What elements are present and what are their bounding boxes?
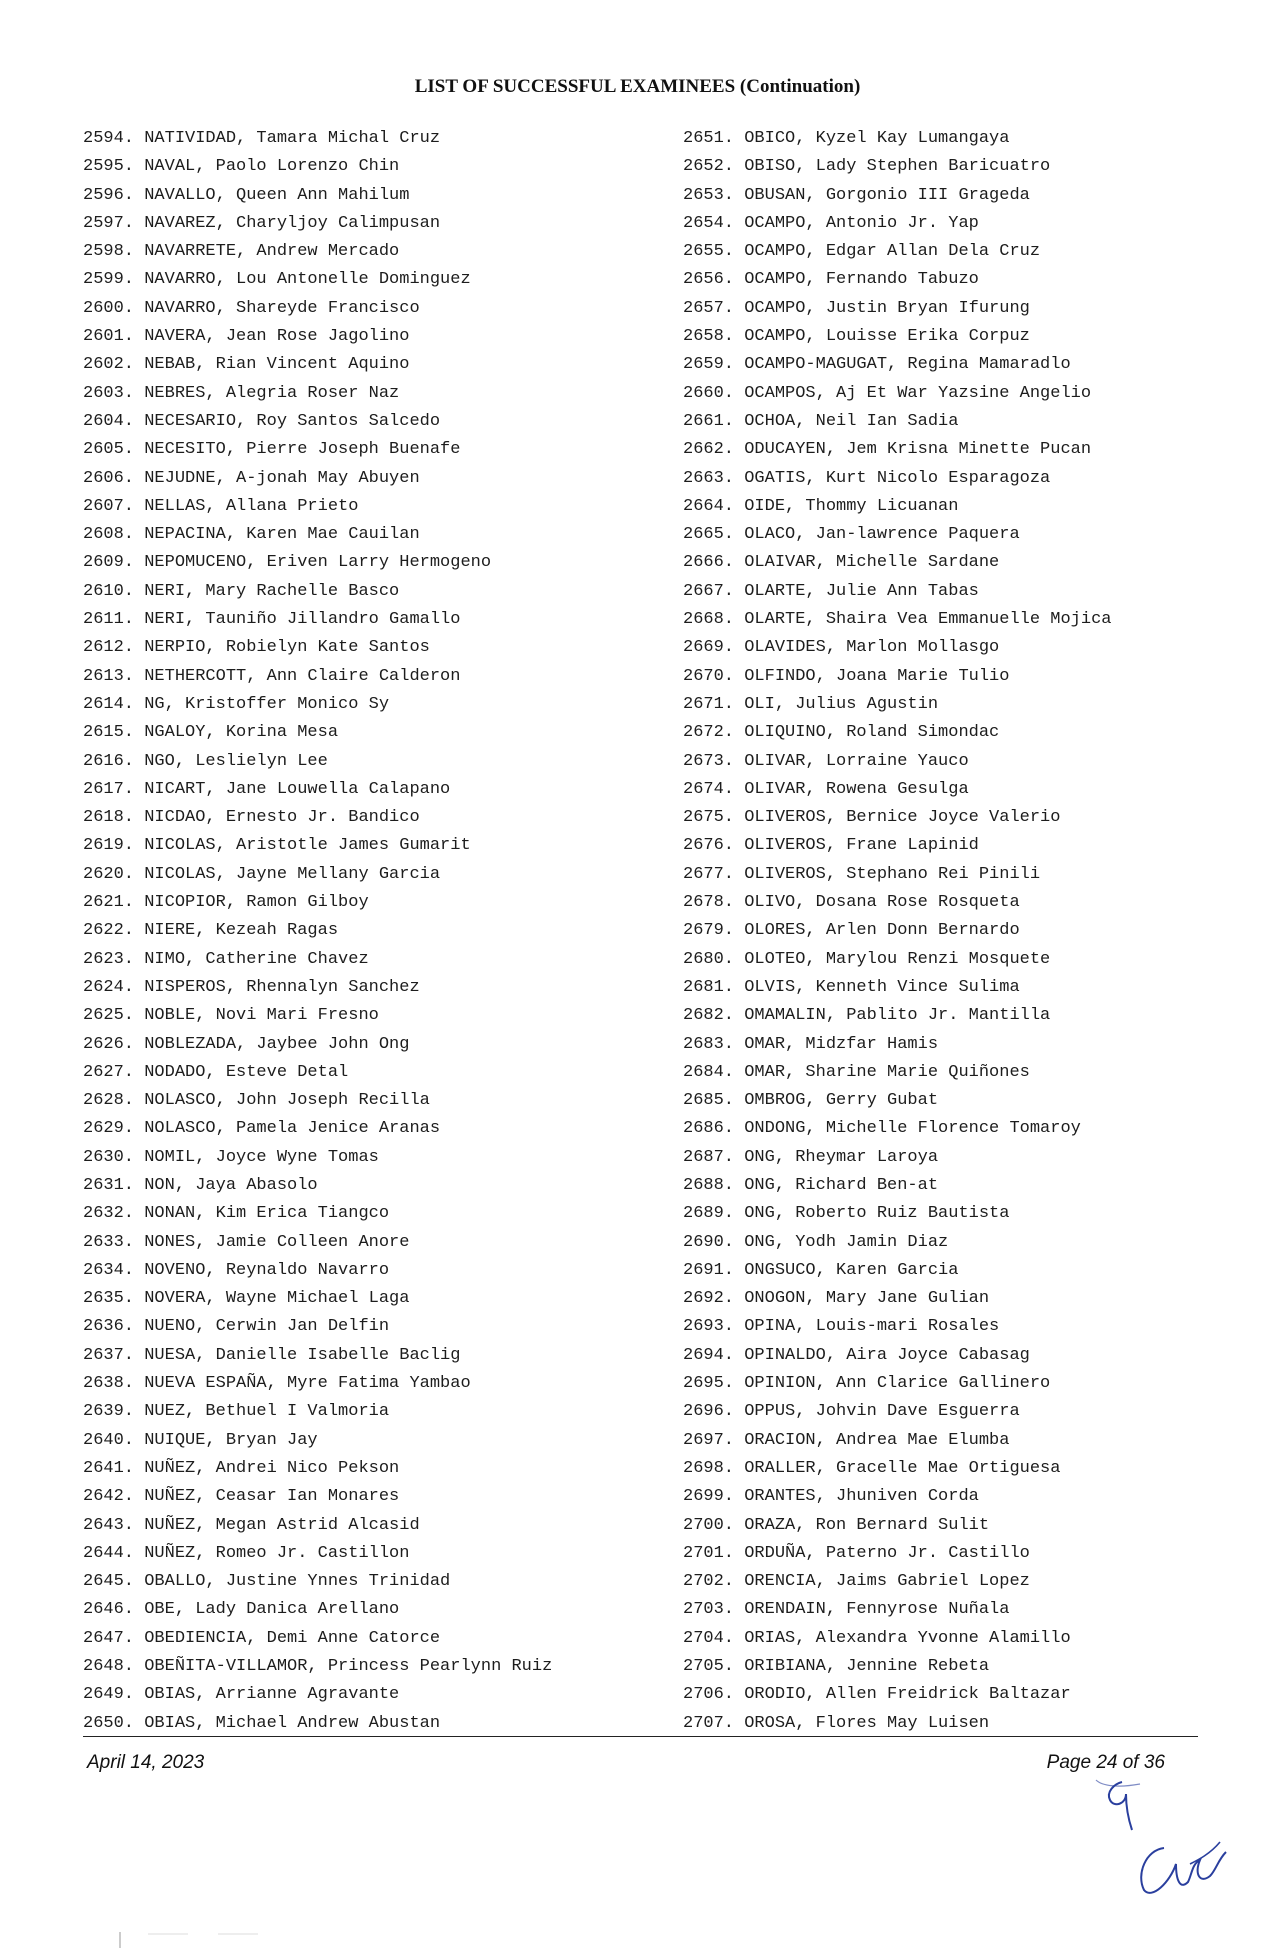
examinee-entry: 2596. NAVALLO, Queen Ann Mahilum xyxy=(83,185,410,205)
scan-artifact xyxy=(118,1928,318,1948)
examinee-entry: 2688. ONG, Richard Ben-at xyxy=(683,1175,939,1195)
examinee-entry: 2606. NEJUDNE, A-jonah May Abuyen xyxy=(83,468,420,488)
examinee-entry: 2611. NERI, Tauniño Jillandro Gamallo xyxy=(83,610,461,630)
examinee-entry: 2627. NODADO, Esteve Detal xyxy=(83,1062,349,1082)
examinee-entry: 2640. NUIQUE, Bryan Jay xyxy=(83,1430,318,1450)
examinee-entry: 2634. NOVENO, Reynaldo Navarro xyxy=(83,1260,390,1280)
examinee-entry: 2693. OPINA, Louis-mari Rosales xyxy=(683,1317,1000,1337)
examinee-entry: 2632. NONAN, Kim Erica Tiangco xyxy=(83,1204,390,1224)
examinee-entry: 2683. OMAR, Midzfar Hamis xyxy=(683,1034,939,1054)
examinee-entry: 2618. NICDAO, Ernesto Jr. Bandico xyxy=(83,808,420,828)
examinee-entry: 2663. OGATIS, Kurt Nicolo Esparagoza xyxy=(683,468,1051,488)
examinee-entry: 2668. OLARTE, Shaira Vea Emmanuelle Mojica xyxy=(683,610,1112,630)
examinee-entry: 2694. OPINALDO, Aira Joyce Cabasag xyxy=(683,1345,1030,1365)
footer-rule xyxy=(83,1736,1198,1737)
page-title: LIST OF SUCCESSFUL EXAMINEES (Continuation) xyxy=(414,76,861,97)
examinee-entry: 2612. NERPIO, Robielyn Kate Santos xyxy=(83,638,430,658)
examinee-entry: 2644. NUÑEZ, Romeo Jr. Castillon xyxy=(83,1543,410,1563)
examinee-entry: 2603. NEBRES, Alegria Roser Naz xyxy=(83,383,400,403)
examinees-right-column xyxy=(683,125,1111,1738)
examinee-entry: 2701. ORDUÑA, Paterno Jr. Castillo xyxy=(683,1543,1030,1563)
handwritten-initial-mark xyxy=(1092,1778,1142,1836)
examinee-entry: 2704. ORIAS, Alexandra Yvonne Alamillo xyxy=(683,1628,1071,1648)
examinee-entry: 2649. OBIAS, Arrianne Agravante xyxy=(83,1685,400,1705)
examinee-entry: 2630. NOMIL, Joyce Wyne Tomas xyxy=(83,1147,379,1167)
examinee-entry: 2705. ORIBIANA, Jennine Rebeta xyxy=(683,1657,990,1677)
examinee-entry: 2619. NICOLAS, Aristotle James Gumarit xyxy=(83,836,471,856)
examinee-entry: 2631. NON, Jaya Abasolo xyxy=(83,1175,318,1195)
examinee-entry: 2671. OLI, Julius Agustin xyxy=(683,694,939,714)
examinee-entry: 2651. OBICO, Kyzel Kay Lumangaya xyxy=(683,129,1010,148)
examinee-entry: 2699. ORANTES, Jhuniven Corda xyxy=(683,1487,979,1507)
examinee-entry: 2675. OLIVEROS, Bernice Joyce Valerio xyxy=(683,808,1061,828)
examinee-entry: 2662. ODUCAYEN, Jem Krisna Minette Pucan xyxy=(683,440,1092,460)
examinee-entry: 2610. NERI, Mary Rachelle Basco xyxy=(83,581,400,601)
examinee-entry: 2690. ONG, Yodh Jamin Diaz xyxy=(683,1232,949,1252)
examinee-entry: 2625. NOBLE, Novi Mari Fresno xyxy=(83,1006,379,1026)
examinee-entry: 2629. NOLASCO, Pamela Jenice Aranas xyxy=(83,1119,441,1139)
examinee-entry: 2677. OLIVEROS, Stephano Rei Pinili xyxy=(683,864,1041,884)
examinee-entry: 2609. NEPOMUCENO, Eriven Larry Hermogeno xyxy=(83,553,492,573)
examinee-entry: 2648. OBEÑITA-VILLAMOR, Princess Pearlynn Ruiz xyxy=(83,1657,553,1677)
examinee-entry: 2679. OLORES, Arlen Donn Bernardo xyxy=(683,921,1020,941)
examinee-entry: 2678. OLIVO, Dosana Rose Rosqueta xyxy=(683,893,1020,913)
footer-date: April 14, 2023 xyxy=(87,1752,205,1773)
examinee-entry: 2697. ORACION, Andrea Mae Elumba xyxy=(683,1430,1010,1450)
examinee-entry: 2604. NECESARIO, Roy Santos Salcedo xyxy=(83,411,441,431)
examinee-entry: 2652. OBISO, Lady Stephen Baricuatro xyxy=(683,157,1051,177)
examinee-entry: 2691. ONGSUCO, Karen Garcia xyxy=(683,1260,959,1280)
examinee-entry: 2660. OCAMPOS, Aj Et War Yazsine Angelio xyxy=(683,383,1092,403)
examinee-entry: 2616. NGO, Leslielyn Lee xyxy=(83,751,328,771)
examinee-entry: 2664. OIDE, Thommy Licuanan xyxy=(683,496,959,516)
examinee-entry: 2601. NAVERA, Jean Rose Jagolino xyxy=(83,327,410,347)
examinee-entry: 2673. OLIVAR, Lorraine Yauco xyxy=(683,751,969,771)
examinee-entry: 2595. NAVAL, Paolo Lorenzo Chin xyxy=(83,157,400,177)
examinee-entry: 2621. NICOPIOR, Ramon Gilboy xyxy=(83,893,369,913)
examinee-entry: 2702. ORENCIA, Jaims Gabriel Lopez xyxy=(683,1572,1030,1592)
examinee-entry: 2607. NELLAS, Allana Prieto xyxy=(83,496,359,516)
examinee-entry: 2692. ONOGON, Mary Jane Gulian xyxy=(683,1289,990,1309)
examinee-entry: 2665. OLACO, Jan-lawrence Paquera xyxy=(683,525,1020,545)
examinee-entry: 2653. OBUSAN, Gorgonio III Grageda xyxy=(683,185,1030,205)
footer-page-number: Page 24 of 36 xyxy=(1046,1752,1165,1773)
examinee-entry: 2706. ORODIO, Allen Freidrick Baltazar xyxy=(683,1685,1071,1705)
examinee-entry: 2700. ORAZA, Ron Bernard Sulit xyxy=(683,1515,990,1535)
examinee-entry: 2646. OBE, Lady Danica Arellano xyxy=(83,1600,400,1620)
examinee-entry: 2670. OLFINDO, Joana Marie Tulio xyxy=(683,666,1010,686)
examinee-entry: 2674. OLIVAR, Rowena Gesulga xyxy=(683,779,969,799)
examinee-entry: 2633. NONES, Jamie Colleen Anore xyxy=(83,1232,410,1252)
examinee-entry: 2676. OLIVEROS, Frane Lapinid xyxy=(683,836,979,856)
examinee-entry: 2661. OCHOA, Neil Ian Sadia xyxy=(683,411,959,431)
examinee-entry: 2659. OCAMPO-MAGUGAT, Regina Mamaradlo xyxy=(683,355,1071,375)
examinee-entry: 2626. NOBLEZADA, Jaybee John Ong xyxy=(83,1034,410,1054)
examinee-entry: 2703. ORENDAIN, Fennyrose Nuñala xyxy=(683,1600,1010,1620)
examinee-entry: 2695. OPINION, Ann Clarice Gallinero xyxy=(683,1374,1051,1394)
examinee-entry: 2600. NAVARRO, Shareyde Francisco xyxy=(83,298,420,318)
examinee-entry: 2650. OBIAS, Michael Andrew Abustan xyxy=(83,1713,441,1733)
examinee-entry: 2681. OLVIS, Kenneth Vince Sulima xyxy=(683,977,1020,997)
examinee-entry: 2615. NGALOY, Korina Mesa xyxy=(83,723,339,743)
examinee-entry: 2657. OCAMPO, Justin Bryan Ifurung xyxy=(683,298,1030,318)
examinee-entry: 2685. OMBROG, Gerry Gubat xyxy=(683,1091,939,1111)
examinee-entry: 2654. OCAMPO, Antonio Jr. Yap xyxy=(683,213,979,233)
examinee-entry: 2637. NUESA, Danielle Isabelle Baclig xyxy=(83,1345,461,1365)
examinee-entry: 2642. NUÑEZ, Ceasar Ian Monares xyxy=(83,1487,400,1507)
examinee-entry: 2597. NAVAREZ, Charyljoy Calimpusan xyxy=(83,213,441,233)
examinee-entry: 2594. NATIVIDAD, Tamara Michal Cruz xyxy=(83,129,441,148)
examinee-entry: 2643. NUÑEZ, Megan Astrid Alcasid xyxy=(83,1515,420,1535)
examinee-entry: 2658. OCAMPO, Louisse Erika Corpuz xyxy=(683,327,1030,347)
examinee-entry: 2636. NUENO, Cerwin Jan Delfin xyxy=(83,1317,390,1337)
examinee-entry: 2624. NISPEROS, Rhennalyn Sanchez xyxy=(83,977,420,997)
examinee-entry: 2598. NAVARRETE, Andrew Mercado xyxy=(83,242,400,262)
examinee-entry: 2655. OCAMPO, Edgar Allan Dela Cruz xyxy=(683,242,1041,262)
examinee-entry: 2605. NECESITO, Pierre Joseph Buenafe xyxy=(83,440,461,460)
examinee-entry: 2669. OLAVIDES, Marlon Mollasgo xyxy=(683,638,1000,658)
examinee-entry: 2647. OBEDIENCIA, Demi Anne Catorce xyxy=(83,1628,441,1648)
examinee-entry: 2682. OMAMALIN, Pablito Jr. Mantilla xyxy=(683,1006,1051,1026)
examinee-entry: 2656. OCAMPO, Fernando Tabuzo xyxy=(683,270,979,290)
examinee-entry: 2666. OLAIVAR, Michelle Sardane xyxy=(683,553,1000,573)
examinees-left-column xyxy=(83,125,552,1738)
examinee-entry: 2672. OLIQUINO, Roland Simondac xyxy=(683,723,1000,743)
examinee-entry: 2686. ONDONG, Michelle Florence Tomaroy xyxy=(683,1119,1081,1139)
examinee-entry: 2614. NG, Kristoffer Monico Sy xyxy=(83,694,390,714)
examinee-entry: 2641. NUÑEZ, Andrei Nico Pekson xyxy=(83,1458,400,1478)
examinee-entry: 2613. NETHERCOTT, Ann Claire Calderon xyxy=(83,666,461,686)
examinee-entry: 2707. OROSA, Flores May Luisen xyxy=(683,1713,990,1733)
handwritten-signature xyxy=(1130,1830,1230,1902)
examinee-entry: 2645. OBALLO, Justine Ynnes Trinidad xyxy=(83,1572,451,1592)
examinee-entry: 2635. NOVERA, Wayne Michael Laga xyxy=(83,1289,410,1309)
examinee-entry: 2608. NEPACINA, Karen Mae Cauilan xyxy=(83,525,420,545)
examinee-entry: 2617. NICART, Jane Louwella Calapano xyxy=(83,779,451,799)
examinee-entry: 2689. ONG, Roberto Ruiz Bautista xyxy=(683,1204,1010,1224)
examinee-entry: 2602. NEBAB, Rian Vincent Aquino xyxy=(83,355,410,375)
examinee-entry: 2680. OLOTEO, Marylou Renzi Mosquete xyxy=(683,949,1051,969)
examinee-entry: 2696. OPPUS, Johvin Dave Esguerra xyxy=(683,1402,1020,1422)
examinee-entry: 2684. OMAR, Sharine Marie Quiñones xyxy=(683,1062,1030,1082)
examinee-entry: 2687. ONG, Rheymar Laroya xyxy=(683,1147,939,1167)
examinee-entry: 2622. NIERE, Kezeah Ragas xyxy=(83,921,339,941)
examinee-entry: 2639. NUEZ, Bethuel I Valmoria xyxy=(83,1402,390,1422)
examinee-entry: 2628. NOLASCO, John Joseph Recilla xyxy=(83,1091,430,1111)
examinee-entry: 2638. NUEVA ESPAÑA, Myre Fatima Yambao xyxy=(83,1374,471,1394)
examinee-entry: 2620. NICOLAS, Jayne Mellany Garcia xyxy=(83,864,441,884)
examinee-entry: 2698. ORALLER, Gracelle Mae Ortiguesa xyxy=(683,1458,1061,1478)
examinee-entry: 2667. OLARTE, Julie Ann Tabas xyxy=(683,581,979,601)
examinee-entry: 2599. NAVARRO, Lou Antonelle Dominguez xyxy=(83,270,471,290)
examinee-entry: 2623. NIMO, Catherine Chavez xyxy=(83,949,369,969)
